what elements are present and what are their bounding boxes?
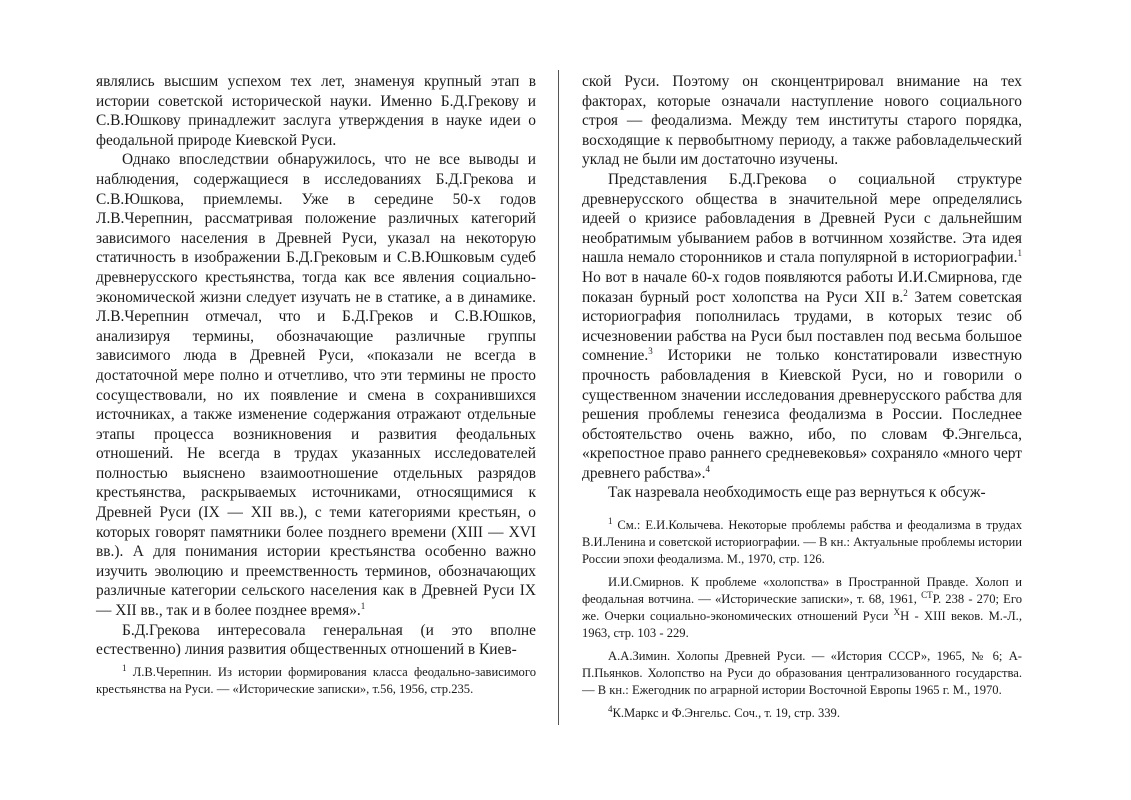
footnote: А.А.Зимин. Холопы Древней Руси. — «История СССР», 1965, № 6; А-П.Пьянков. Холопство на Руси до образования централизованного государства. — В кн.: Ежегодник по аграрной истории Восточной Европы 1965 г. М., 1970. <box>582 649 1022 697</box>
paragraph: ской Руси. Поэтому он сконцентрировал внимание на тех факторах, которые означали наступление нового социального строя — феодализма. Между тем институты старого порядка, восходящие к первобытному периоду, а также рабовладельческий уклад не были им достаточно изучены. <box>582 73 1022 169</box>
paragraph: Б.Д.Грекова интересовала генеральная (и это вполне естественно) линия развития общественных отношений в Киев- <box>96 621 536 659</box>
footnote-ref: 1 <box>1017 248 1022 259</box>
footnote-number: 1 <box>608 515 613 526</box>
paragraph <box>96 150 536 620</box>
paragraph: являлись высшим успехом тех лет, знаменуя крупный этап в истории советской исторической науки. Именно Б.Д.Грекову и С.В.Юшкову принадлежит заслуга утверждения в науке идеи о феодальной природе Киевской Руси. <box>96 73 536 149</box>
footnote-number: 1 <box>122 662 127 673</box>
superscript: Х <box>893 606 901 617</box>
footnote-number: 4 <box>608 703 613 714</box>
paragraph-text: Но вот в начале 60-х годов появляются работы И.И.Смирнова, где показан бурный рост холопства на Руси XII в. <box>582 268 1022 306</box>
left-footnotes <box>96 664 536 704</box>
right-footnotes <box>582 517 1022 728</box>
footnote-text: Л.В.Черепнин. Из истории формирования класса феодально-зависимого крестьянства на Руси. — «Исторические записки», т.56, 1956, стр.235. <box>96 665 536 696</box>
footnote-text: И.И.Смирнов. К проблеме «холопства» в Пространной Правде. Холоп и феодальная вотчина. — «Исторические записки», т. 68, 1961, <box>582 575 1022 606</box>
footnote-ref: 2 <box>903 287 908 298</box>
footnote-text: К.Маркс и Ф.Энгельс. Соч., т. 19, стр. 339. <box>612 706 840 720</box>
footnote-ref: 4 <box>705 463 711 474</box>
right-page-text <box>582 72 1022 503</box>
footnote <box>582 517 1022 568</box>
footnote-text: См.: Е.И.Колычева. Некоторые проблемы рабства и феодализма в трудах В.И.Ленина и советской историографии. — В кн.: Актуальные проблемы истории России эпохи феодализма. М., 1970, стр. 126. <box>582 518 1022 566</box>
paragraph: Так назревала необходимость еще раз вернуться к обсуж- <box>608 484 986 502</box>
footnote <box>582 574 1022 642</box>
footnote-text: Н - XIII веков. М.-Л., 1963, стр. 103 - 229. <box>582 609 1022 640</box>
paragraph-text: Историки не только констатировали известную прочность рабовладения в Киевской Руси, но и говорили о существенном значении исследования древнерусского рабства для решения проблемы генезиса феодализма в России. Последнее обстоятельство очень важно, ибо, по словам Ф.Энгельса, «крепостное право раннего средневековья» сохраняло «много черт древнего рабства». <box>582 347 1022 482</box>
footnote-ref: 1 <box>360 600 366 611</box>
page-gutter-divider <box>558 70 559 725</box>
footnote <box>582 705 1022 722</box>
paragraph-text: Затем советская историография пополнилась трудами, в которых тезис об исчезновении рабства на Руси был поставлен под весьма большое сомнение. <box>582 288 1022 365</box>
superscript: СТ <box>921 589 933 600</box>
footnote-ref: 3 <box>648 346 653 357</box>
paragraph <box>582 170 1022 484</box>
footnote-text: Р. 238 - 270; Его же. Очерки социально-экономических отношений Руси <box>582 592 1022 623</box>
footnote <box>96 664 536 698</box>
paragraph-text: Однако впоследствии обнаружилось, что не все выводы и наблюдения, содержащиеся в исследованиях Б.Д.Грекова и С.В.Юшкова, приемлемы. Уже в середине 50-х годов Л.В.Черепнин, рассматривая положение различных категорий зависимого населения в Древней Руси, указал на некоторую статичность в изображении Б.Д.Грековым и С.В.Юшковым судеб древнерусского крестьянства, тогда как все явления социально-экономической жизни следует изучать не в статике, а в динамике. Л.В.Черепнин отмечал, что и Б.Д.Греков и С.В.Юшков, анализируя термины, обозначающие различные группы зависимого люда в Древней Руси, «показали не всегда в достаточной мере полно и отчетливо, что эти термины не просто сосуществовали, но их появление и смена в сохранившихся источниках, а также изменение содержания отражают отдельные этапы процесса возникновения и развития феодальных отношений. Не всегда в трудах указанных исследователей полностью выяснено взаимоотношение отдельных разрядов крестьянства, раскрываемых источниками, относящимися к Древней Руси (IX — XII вв.), с теми категориями крестьян, о которых говорят памятники более позднего времени (XIII — XVI вв.). А для понимания истории крестьянства особенно важно изучить эволюцию и преемственность терминов, обозначающих различные категории сельского населения как в Древней Руси IX — XII вв., так и в более позднее время». <box>96 151 536 620</box>
paragraph-text: Представления Б.Д.Грекова о социальной структуре древнерусского общества в значительной мере определялись идеей о кризисе рабовладения в Древней Руси с дальнейшим необратимым убыванием рабов в вотчинном хозяйстве. Эта идея нашла немало сторонников и стала популярной в историографии. <box>582 170 1022 267</box>
left-page-text <box>96 72 536 660</box>
